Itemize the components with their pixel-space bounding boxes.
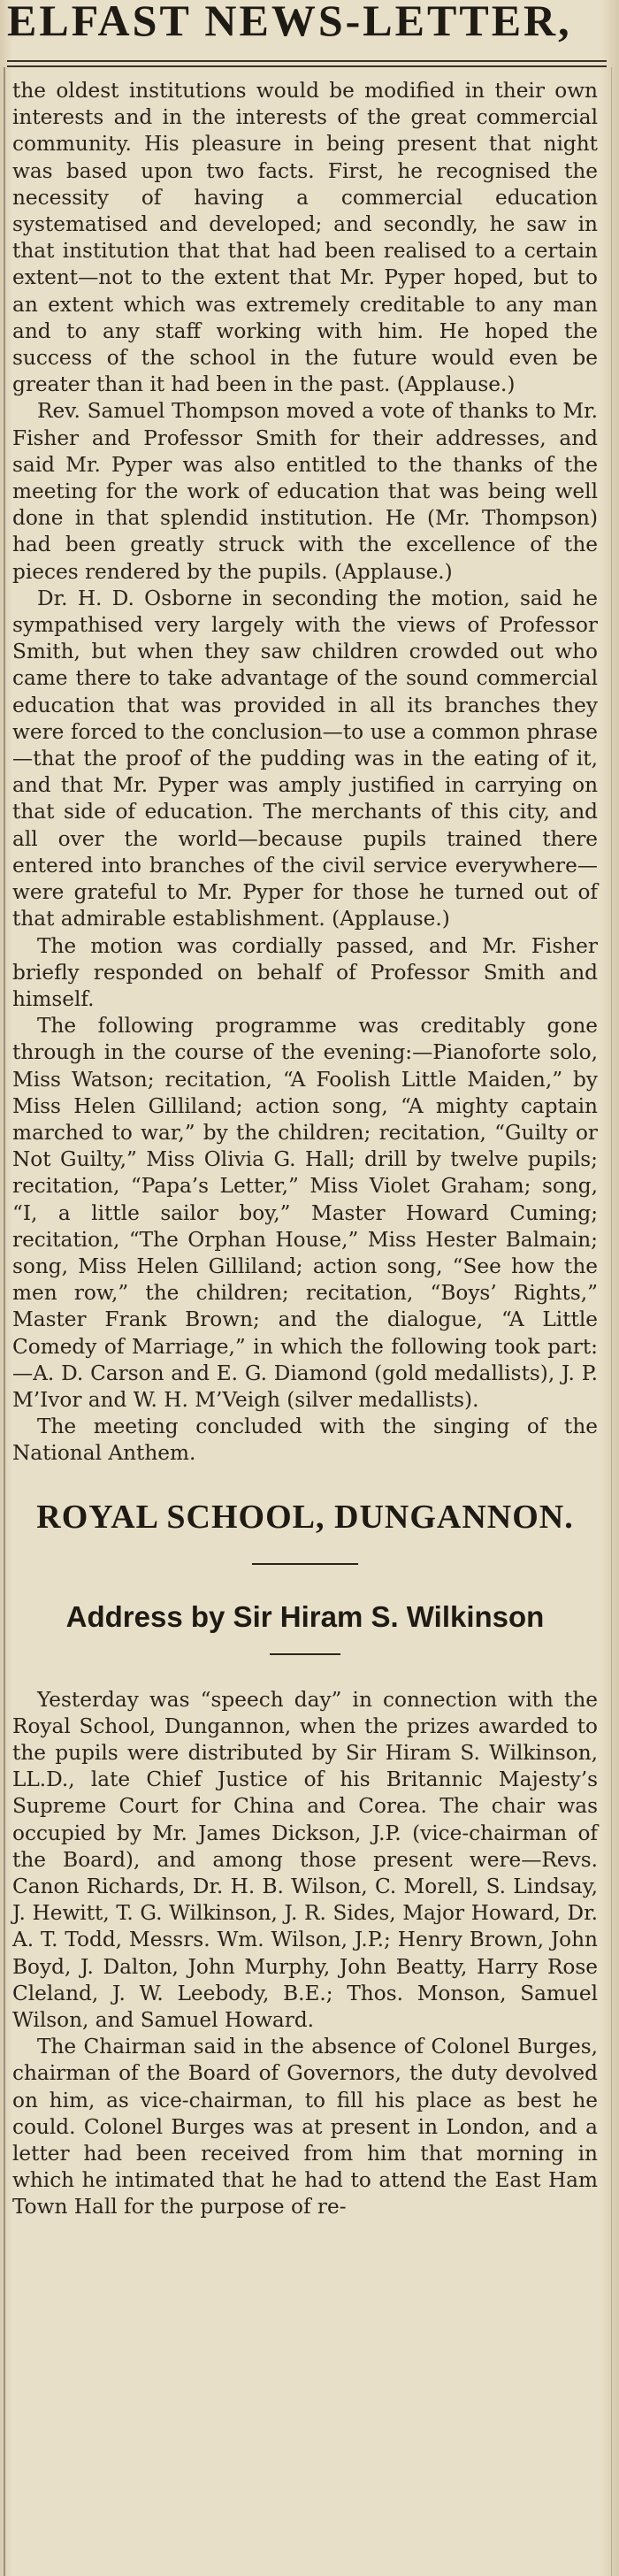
left-column-rule — [4, 67, 5, 2576]
article1-paragraph-1: the oldest institutions would be modified in their own interests and in the interests of the great commercial community. His pleasure in being present that night was based upon two facts. First, he recognised the necessity of having a commercial education systematised and developed; and secondly, he saw in that institution that that had been realised to a certain extent—not to the extent that Mr. Pyper hoped, but to an extent which was extremely creditable to any man and to any staff working with him. He hoped the success of the school in the future would even be greater than it had been in the past. (Applause.) — [12, 79, 598, 397]
headline-rule — [252, 1563, 358, 1565]
masthead — [7, 0, 607, 62]
article1-paragraph-4: The motion was cordially passed, and Mr. Fisher briefly responded on behalf of Professor Smith and himself. — [12, 933, 598, 1011]
article2-headline: ROYAL SCHOOL, DUNGANNON. — [36, 1498, 574, 1536]
masthead-title: ELFAST NEWS-LETTER, — [7, 0, 572, 45]
right-column-rule — [611, 67, 612, 2576]
article1-paragraph-3: Dr. H. D. Osborne in seconding the motion, said he sympathised very largely with the views of Professor Smith, but when they saw children crowded out who came there to take advantage of the sound commercial education that was provided in all its branches they were forced to the conclusion—to use a common phrase—that the proof of the pudding was in the eating of it, and that Mr. Pyper was amply justified in carrying on that side of education. The merchants of this city, and all over the world—because pupils trained there entered into branches of the civil service everywhere—were grateful to Mr. Pyper for those he turned out of that admirable establishment. (Applause.) — [12, 586, 598, 932]
article1-paragraph-6: The meeting concluded with the singing of the National Anthem. — [12, 1414, 598, 1466]
article1-paragraph-2: Rev. Samuel Thompson moved a vote of thanks to Mr. Fisher and Professor Smith for their addresses, and said Mr. Pyper was also entitled to the thanks of the meeting for the work of education that was being well done in that splendid institution. He (Mr. Thompson) had been greatly struck with the excellence of the pieces rendered by the pupils. (Applause.) — [12, 399, 598, 584]
subheadline-rule — [270, 1653, 340, 1655]
article1-paragraph-5: The following programme was creditably gone through in the course of the evening:—Pianoforte solo, Miss Watson; recitation, “A Foolish Little Maiden,” by Miss Helen Gilliland; action song, “A mighty captain marched to war,” by the children; recitation, “Guilty or Not Guilty,” Miss Olivia G. Hall; drill by twelve pupils; recitation, “Papa’s Letter,” Miss Violet Graham; song, “I, a little sailor boy,” Master Howard Cuming; recitation, “The Orphan House,” Miss Hester Balmain; song, Miss Helen Gilliland; action song, “See how the men row,” the children; recitation, “Boys’ Rights,” Master Frank Brown; and the dialogue, “A Little Comedy of Marriage,” in which the following took part:—A. D. Carson and E. G. Diamond (gold medallists), J. P. M’Ivor and W. H. M’Veigh (silver medallists). — [12, 1014, 598, 1412]
article2-paragraph-2: The Chairman said in the absence of Colonel Burges, chairman of the Board of Governors, the duty devolved on him, as vice-chairman, to fill his place as best he could. Colonel Burges was at present in London, and a letter had been received from him that morning in which he intimated that he had to attend the East Ham Town Hall for the purpose of re- — [12, 2035, 598, 2220]
article-column — [7, 67, 607, 2221]
article2-subheadline: Address by Sir Hiram S. Wilkinson — [65, 1599, 545, 1633]
article2-paragraph-1: Yesterday was “speech day” in connection with the Royal School, Dungannon, when the prizes awarded to the pupils were distributed by Sir Hiram S. Wilkinson, LL.D., late Chief Justice of his Britannic Majesty’s Supreme Court for China and Corea. The chair was occupied by Mr. James Dickson, J.P. (vice-chairman of the Board), and among those present were—Revs. Canon Richards, Dr. H. B. Wilson, C. Morell, S. Lindsay, J. Hewitt, T. G. Wilkinson, J. R. Sides, Major Howard, Dr. A. T. Todd, Messrs. Wm. Wilson, J.P.; Henry Brown, John Boyd, J. Dalton, John Murphy, John Beatty, Harry Rose Cleland, J. W. Leebody, B.E.; Thos. Monson, Samuel Wilson, and Samuel Howard. — [12, 1687, 598, 2032]
